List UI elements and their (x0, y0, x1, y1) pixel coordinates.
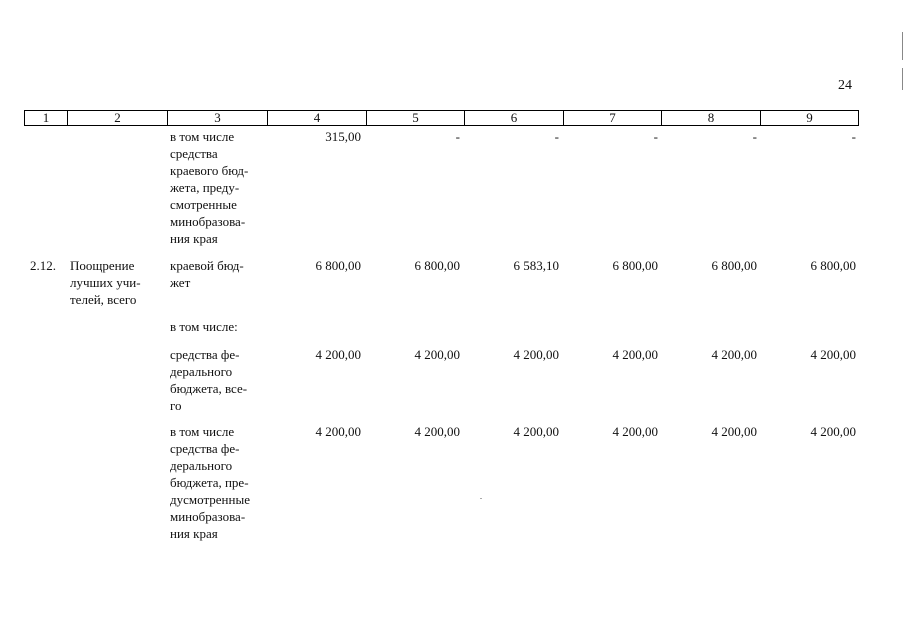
row-number: 2.12. (30, 258, 56, 273)
value-cell: 4 200,00 (315, 424, 361, 439)
header-cell: 4 (267, 111, 366, 125)
value-cell: 6 800,00 (414, 258, 460, 273)
header-cell: 9 (760, 111, 858, 125)
value-cell: 4 200,00 (711, 424, 757, 439)
scan-edge-mark (902, 32, 903, 60)
source-cell: средства фе- дерального бюджета, все- го (170, 347, 248, 413)
header-cell: 8 (661, 111, 760, 125)
item-name-cell: Поощрение лучших учи- телей, всего (70, 258, 141, 307)
value-cell: 4 200,00 (810, 347, 856, 362)
value-cell: 4 200,00 (414, 347, 460, 362)
scan-edge-mark (902, 68, 903, 90)
value-cell: - (752, 129, 757, 144)
header-cell: 3 (167, 111, 267, 125)
header-cell: 1 (42, 110, 50, 125)
value-cell: 6 800,00 (315, 258, 361, 273)
value-cell: 4 200,00 (810, 424, 856, 439)
page-number: 24 (838, 78, 852, 93)
header-cell: 6 (464, 111, 563, 125)
header-cell: 5 (366, 111, 464, 125)
table-header-row (24, 110, 859, 126)
value-cell: - (851, 129, 856, 144)
source-cell: краевой бюд- жет (170, 258, 244, 290)
value-cell: 6 800,00 (711, 258, 757, 273)
value-cell: 4 200,00 (612, 424, 658, 439)
source-cell: в том числе средства краевого бюд- жета, преду- смотренные минобразова- ния края (170, 129, 249, 246)
value-cell: 6 800,00 (612, 258, 658, 273)
value-cell: 6 800,00 (810, 258, 856, 273)
value-cell: - (455, 129, 460, 144)
value-cell: - (653, 129, 658, 144)
value-cell: - (554, 129, 559, 144)
value-cell: 4 200,00 (513, 424, 559, 439)
value-cell: 315,00 (325, 129, 361, 144)
header-cell: 2 (67, 111, 167, 125)
source-cell: в том числе: (170, 319, 238, 334)
value-cell: 4 200,00 (414, 424, 460, 439)
value-cell: 6 583,10 (513, 258, 559, 273)
source-cell: в том числе средства фе- дерального бюджета, пре- дусмотренные минобразова- ния края (170, 424, 250, 541)
value-cell: 4 200,00 (315, 347, 361, 362)
value-cell: 4 200,00 (612, 347, 658, 362)
scan-speck (480, 498, 482, 499)
value-cell: 4 200,00 (711, 347, 757, 362)
header-cell: 7 (563, 111, 661, 125)
value-cell: 4 200,00 (513, 347, 559, 362)
